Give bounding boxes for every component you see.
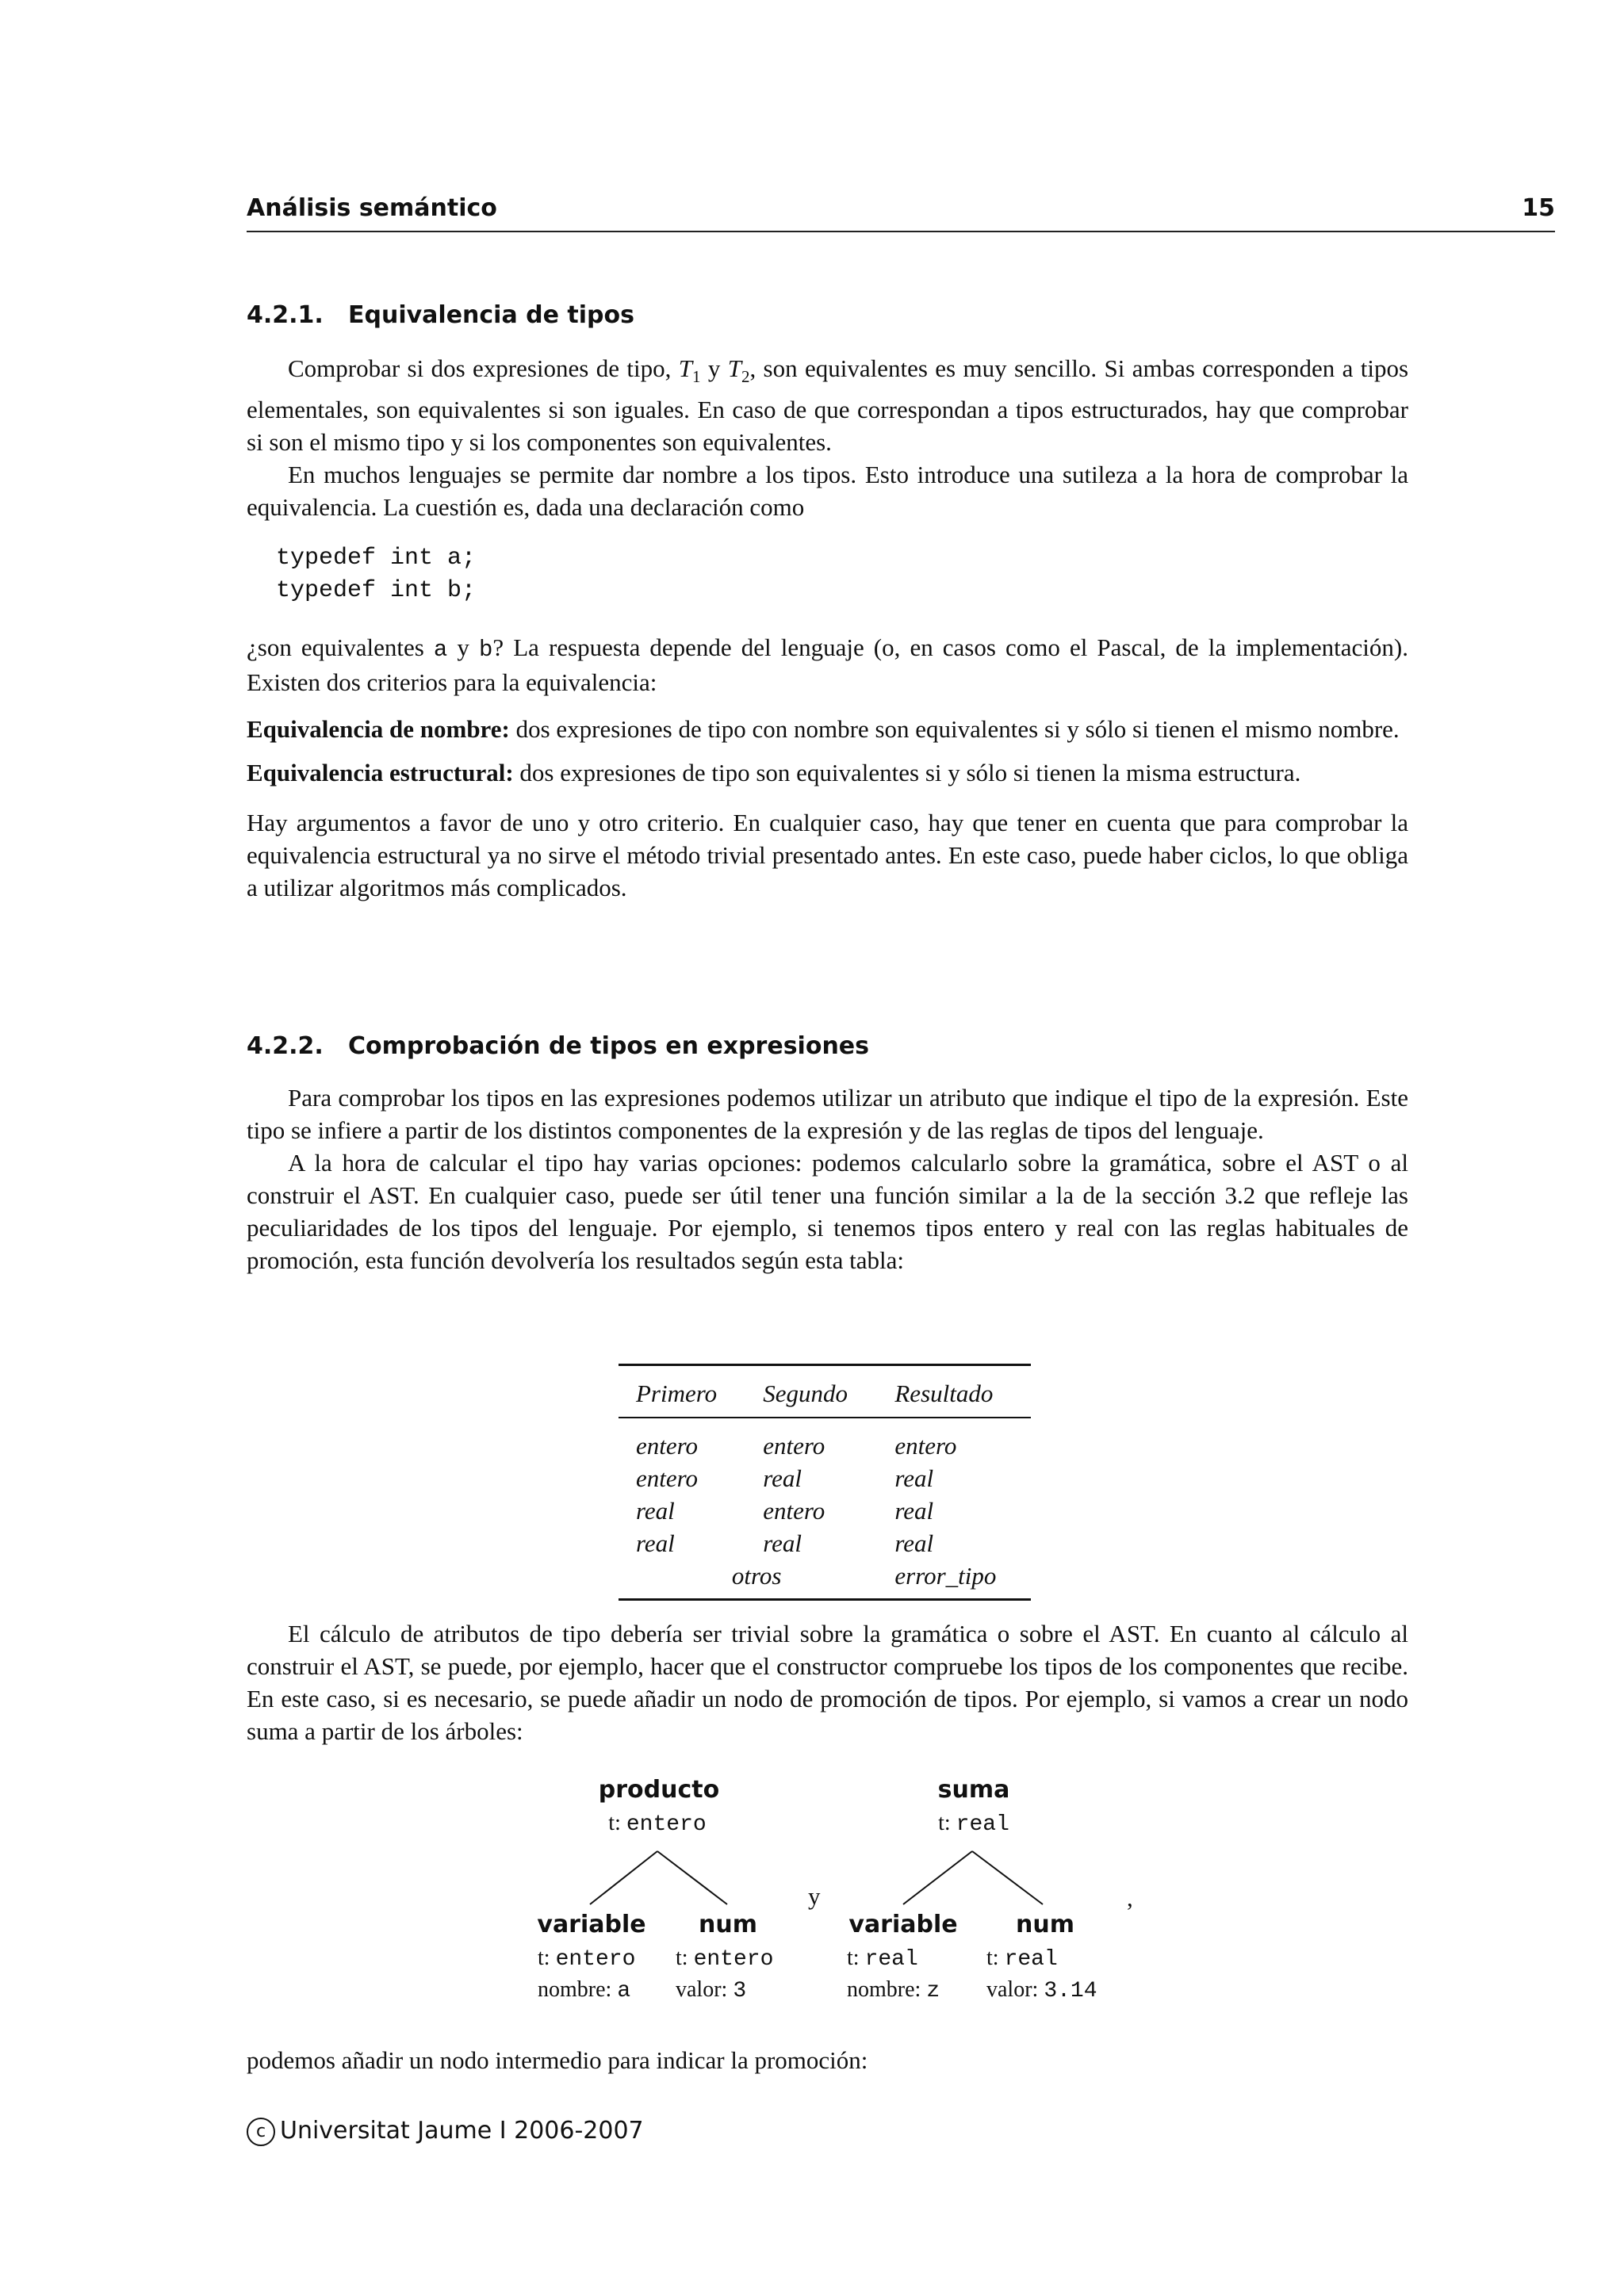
node-attr: t: entero <box>538 1946 636 1972</box>
node-attr: valor: 3.14 <box>986 1977 1097 2003</box>
tree-trailing-comma: , <box>1127 1884 1133 1911</box>
node-attr: t: real <box>847 1946 918 1972</box>
table-row: real real real <box>636 1529 934 1557</box>
table-row: otros error_tipo <box>731 1562 997 1590</box>
section-heading-equivalencia <box>247 301 634 329</box>
footer-text: Universitat Jaume I 2006-2007 <box>280 2117 644 2145</box>
sec1-intro <box>247 352 1408 523</box>
node-attr: nombre: a <box>538 1977 631 2003</box>
sec2-closing <box>247 2044 1408 2076</box>
column-header: Primero <box>636 1380 718 1407</box>
footer <box>247 2117 644 2146</box>
code-line: typedef int a; <box>276 545 477 572</box>
node-attr: valor: 3 <box>676 1977 747 2003</box>
copyright-icon: c <box>247 2118 275 2146</box>
tree-edge <box>903 1851 972 1904</box>
column-header: Segundo <box>763 1380 848 1407</box>
section-number: 4.2.1. <box>247 301 324 329</box>
section-title: Equivalencia de tipos <box>348 301 634 329</box>
sec1-body <box>247 631 1408 904</box>
node-attr: t: real <box>938 1811 1009 1837</box>
paragraph: podemos añadir un nodo intermedio para indicar la promoción: <box>247 2046 868 2074</box>
section-heading-comprobacion <box>247 1032 869 1060</box>
tree-node-num: num <box>1016 1911 1074 1938</box>
definition-item: Equivalencia estructural: dos expresiones de tipo son equivalentes si y sólo si tienen la misma estructura. <box>247 759 1301 786</box>
definition-item: Equivalencia de nombre: dos expresiones de tipo con nombre son equivalentes si y sólo si tienen el mismo nombre. <box>247 715 1400 743</box>
node-attr: nombre: z <box>847 1977 940 2003</box>
table-header-row <box>619 1365 1031 1418</box>
tree-node-num: num <box>699 1911 757 1938</box>
column-header: Resultado <box>894 1380 994 1407</box>
table-row: real entero real <box>636 1497 934 1525</box>
paragraph: Para comprobar los tipos en las expresiones podemos utilizar un atributo que indique el tipo de la expresión. Este tipo se infiere a partir de los distintos componentes de la expresión y de las reglas de tipos del lenguaje. <box>247 1084 1408 1144</box>
table-row: entero real real <box>636 1464 934 1492</box>
paragraph: En muchos lenguajes se permite dar nombre a los tipos. Esto introduce una sutileza a la hora de comprobar la equivalencia. La cuestión es, dada una declaración como <box>247 461 1408 522</box>
node-attr: t: entero <box>676 1946 774 1972</box>
section-number: 4.2.2. <box>247 1032 324 1060</box>
node-attr: t: real <box>986 1946 1058 1972</box>
tree-node-suma: suma <box>937 1776 1010 1804</box>
page-number: 15 <box>1522 194 1555 222</box>
code-block <box>276 542 476 607</box>
paragraph: Comprobar si dos expresiones de tipo, $T_1$ y $T_2$, son equivalentes es muy sencillo. Si ambas corresponden a tipos elementales, son equivalentes si son iguales. En caso de que correspondan a tipos estructurados, hay que comprobar si son el mismo tipo y si los componentes son equivalentes. <box>247 354 1409 457</box>
tree-edge <box>657 1851 727 1904</box>
tree-separator: y <box>808 1882 821 1910</box>
paragraph: ¿son equivalentes a y b? La respuesta depende del lenguaje (o, en casos como el Pascal, de la implementación). Existen dos criterios para la equivalencia: <box>247 633 1408 696</box>
tree-node-producto: producto <box>598 1776 720 1804</box>
paragraph: Hay argumentos a favor de uno y otro criterio. En cualquier caso, hay que tener en cuenta que para comprobar la equivalencia estructural ya no sirve el método trivial presentado antes. En este caso, puede haber ciclos, lo que obliga a utilizar algoritmos más complicados. <box>247 809 1408 901</box>
promotion-table <box>619 1364 1031 1601</box>
definition-term: Equivalencia de nombre: <box>247 715 510 743</box>
paragraph: El cálculo de atributos de tipo debería ser trivial sobre la gramática o sobre el AST. En cuanto al cálculo al construir el AST, se puede, por ejemplo, hacer que el constructor compruebe los tipos de los componentes que recibe. En este caso, si es necesario, se puede añadir un nodo de promoción de tipos. Por ejemplo, si vamos a crear un nodo suma a partir de los árboles: <box>247 1620 1408 1745</box>
tree-node-variable: variable <box>537 1911 646 1938</box>
sec2-body <box>247 1617 1408 1747</box>
tree-node-variable: variable <box>848 1911 958 1938</box>
table-row: entero entero entero <box>636 1432 957 1460</box>
tree-edge <box>972 1851 1043 1904</box>
header-title: Análisis semántico <box>247 194 497 222</box>
definition-term: Equivalencia estructural: <box>247 759 514 786</box>
running-header <box>247 194 1555 232</box>
section-title: Comprobación de tipos en expresiones <box>348 1032 870 1060</box>
paragraph: A la hora de calcular el tipo hay varias opciones: podemos calcularlo sobre la gramática, sobre el AST o al construir el AST. En cualquier caso, puede ser útil tener una función similar a la de la sección 3.2 que refleje las peculiaridades de los tipos del lenguaje. Por ejemplo, si tenemos tipos entero y real con las reglas habituales de promoción, esta función devolvería los resultados según esta tabla: <box>247 1149 1408 1274</box>
node-attr: t: entero <box>608 1811 707 1837</box>
code-line: typedef int b; <box>276 577 477 604</box>
sec2-intro <box>247 1081 1408 1276</box>
tree-edge <box>590 1851 657 1904</box>
